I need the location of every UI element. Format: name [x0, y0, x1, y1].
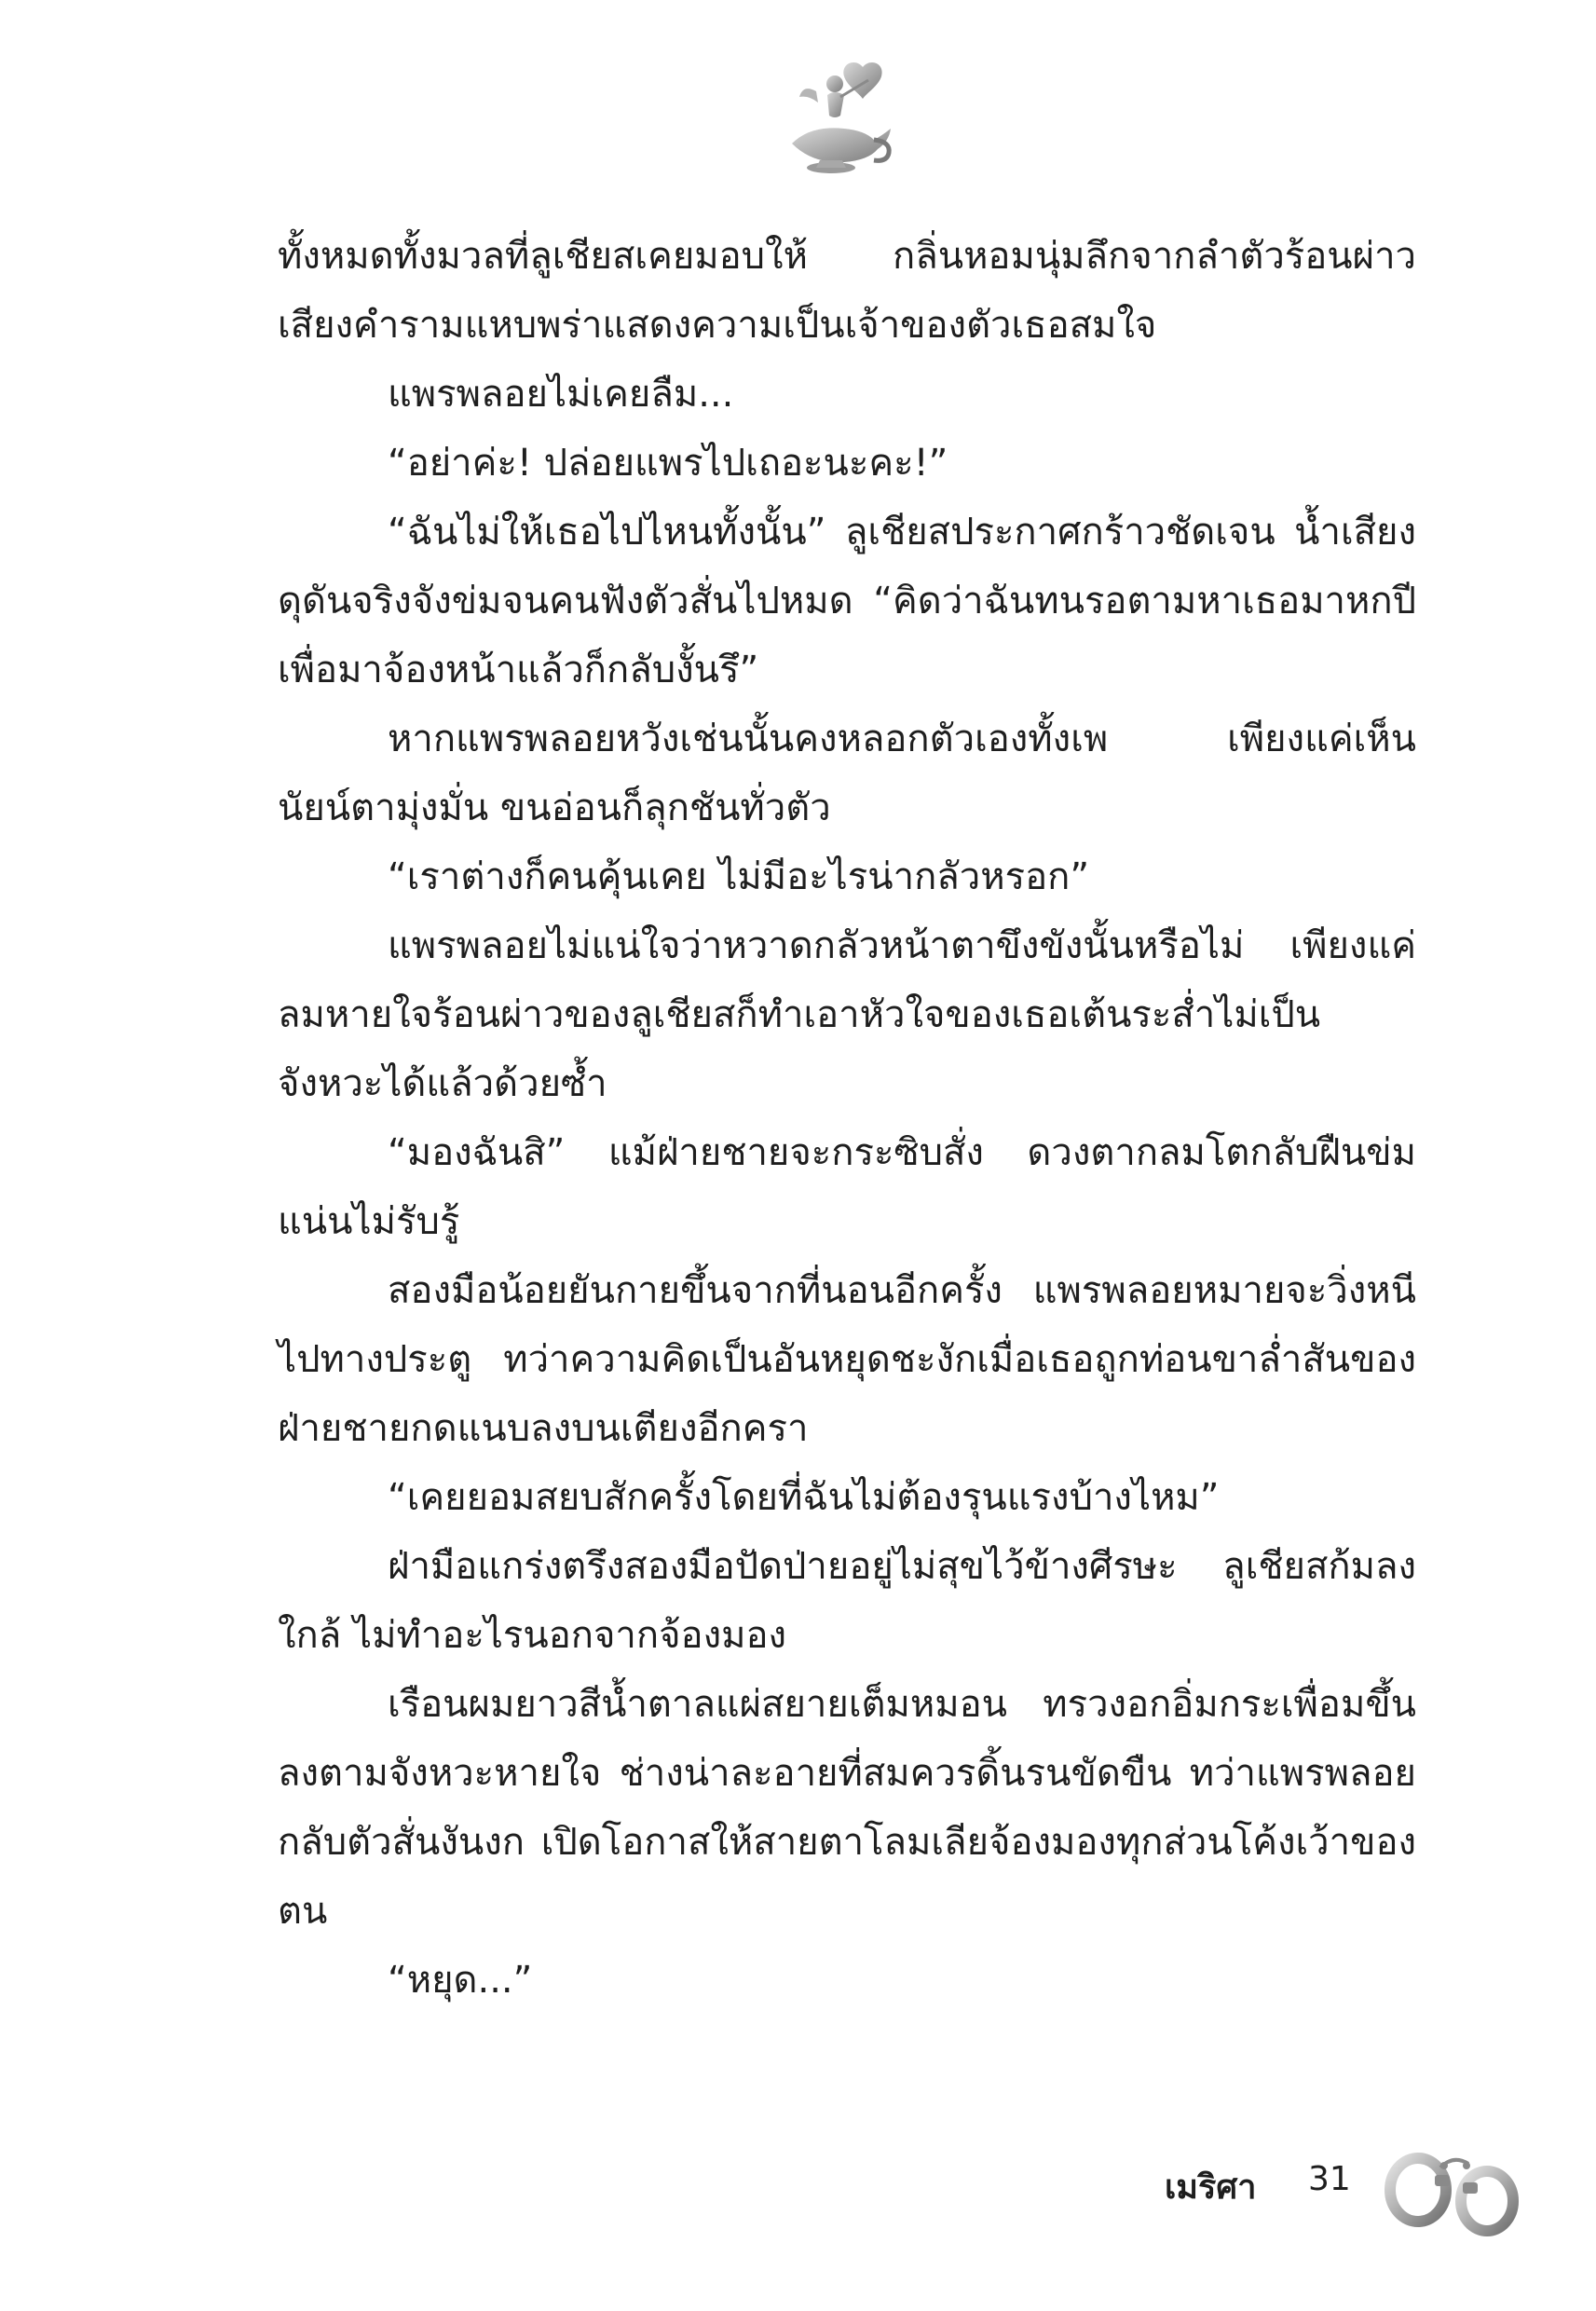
paragraph: หากแพรพลอยหวังเช่นนั้นคงหลอกตัวเองทั้งเพ เพียงแค่เห็นนัยน์ตามุ่งมั่น ขนอ่อนก็ลุกชันทั่วตัว — [278, 718, 1416, 829]
paragraph: แพรพลอยไม่เคยลืม... — [388, 373, 734, 416]
genie-lamp-cupid-icon — [770, 54, 900, 185]
paragraph: ทั้งหมดทั้งมวลที่ลูเชียสเคยมอบให้ กลิ่นหอมนุ่มลึกจากลำตัวร้อนผ่าว เสียงคำรามแหบพร่าแสดงความเป็นเจ้าของตัวเธอสมใจ — [278, 235, 1416, 347]
paragraph: “เคยยอมสยบสักครั้งโดยที่ฉันไม่ต้องรุนแรงบ้างไหม” — [388, 1476, 1220, 1519]
body-text — [278, 222, 1416, 2015]
paragraph: ฝ่ามือแกร่งตรึงสองมือปัดป่ายอยู่ไม่สุขไว้ข้างศีรษะ ลูเชียสก้มลงใกล้ ไม่ทำอะไรนอกจากจ้องมอง — [278, 1545, 1416, 1657]
paragraph: “เราต่างก็คนคุ้นเคย ไม่มีอะไรน่ากลัวหรอก” — [388, 855, 1090, 898]
paragraph: แพรพลอยไม่แน่ใจว่าหวาดกลัวหน้าตาขึงขังนั้นหรือไม่ เพียงแค่ลมหายใจร้อนผ่าวของลูเชียสก็ทำเอาหัวใจของเธอเต้นระส่ำไม่เป็นจังหวะได้แล้วด้วยซ้ำ — [278, 924, 1416, 1105]
paragraph: เรือนผมยาวสีน้ำตาลแผ่สยายเต็มหมอน ทรวงอกอิ่มกระเพื่อมขึ้นลงตามจังหวะหายใจ ช่างน่าละอายที่สมควรดิ้นรนขัดขืน ทว่าแพรพลอยกลับตัวสั่นงันงก เปิดโอกาสให้สายตาโลมเลียจ้องมองทุกส่วนโค้งเว้าของตน — [278, 1683, 1416, 1933]
handcuffs-icon — [1379, 2134, 1528, 2246]
paragraph: “มองฉันสิ” แม้ฝ่ายชายจะกระซิบสั่ง ดวงตากลมโตกลับฝืนข่มแน่นไม่รับรู้ — [278, 1131, 1416, 1243]
paragraph: “อย่าค่ะ! ปล่อยแพรไปเถอะนะคะ!” — [388, 442, 948, 485]
paragraph: สองมือน้อยยันกายขึ้นจากที่นอนอีกครั้ง แพรพลอยหมายจะวิ่งหนีไปทางประตู ทว่าความคิดเป็นอันหยุดชะงักเมื่อเธอถูกท่อนขาล่ำสันของฝ่ายชายกดแนบลงบนเตียงอีกครา — [278, 1269, 1416, 1450]
paragraph: “ฉันไม่ให้เธอไปไหนทั้งนั้น” ลูเชียสประกาศกร้าวชัดเจน น้ำเสียงดุดันจริงจังข่มจนคนฟังตัวสั่นไปหมด “คิดว่าฉันทนรอตามหาเธอมาหกปีเพื่อมาจ้องหน้าแล้วก็กลับงั้นรึ” — [278, 511, 1416, 691]
page-number: 31 — [1308, 2160, 1351, 2198]
paragraph: “หยุด...” — [388, 1959, 533, 2002]
author-name: เมริศา — [1165, 2168, 1257, 2207]
